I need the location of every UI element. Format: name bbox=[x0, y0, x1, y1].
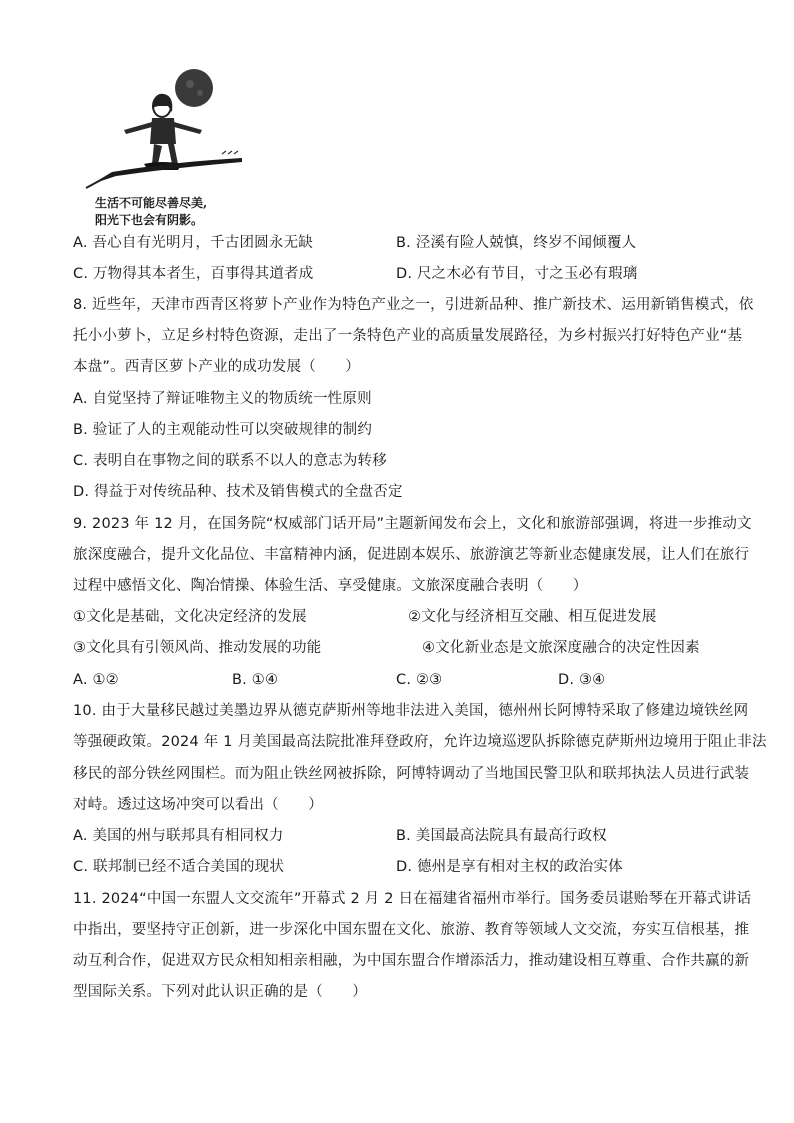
q9-item-2: ②文化与经济相互交融、相互促进发展 bbox=[408, 609, 657, 625]
q10-option-c: C. 联邦制已经不适合美国的现状 bbox=[73, 859, 285, 875]
q8-option-d: D. 得益于对传统品种、技术及销售模式的全盘否定 bbox=[73, 484, 403, 500]
q9-item-3: ③文化具有引领风尚、推动发展的功能 bbox=[73, 640, 322, 656]
q9-item-1: ①文化是基础，文化决定经济的发展 bbox=[73, 609, 307, 625]
q11-stem-line2: 中指出，要坚持守正创新，进一步深化中国东盟在文化、旅游、教育等领域人文交流，夯实互信根基，推 bbox=[73, 922, 750, 938]
q9-option-c: C. ②③ bbox=[396, 672, 443, 688]
q8-stem-line1: 8. 近些年，天津市西青区将萝卜产业作为特色产业之一，引进新品种、推广新技术、运用新销售模式，依 bbox=[73, 297, 754, 313]
q11-stem-line1: 11. 2024“中国一东盟人文交流年”开幕式 2 月 2 日在福建省福州市举行。国务委员谌贻琴在开幕式讲话 bbox=[73, 891, 752, 907]
cartoon-caption-line1: 生活不可能尽善尽美, bbox=[95, 196, 208, 210]
q9-option-d: D. ③④ bbox=[558, 672, 606, 688]
q8-stem-line3: 本盘”。西青区萝卜产业的成功发展（ ） bbox=[73, 359, 361, 375]
q7-option-c: C. 万物得其本者生，百事得其道者成 bbox=[73, 266, 314, 282]
q10-stem-line2: 等强硬政策。2024 年 1 月美国最高法院批准拜登政府，允许边境巡逻队拆除德克萨斯州边境用于阻止非法 bbox=[73, 734, 767, 750]
q9-stem-line1: 9. 2023 年 12 月，在国务院“权威部门话开局”主题新闻发布会上，文化和旅游部强调，将进一步推动文 bbox=[73, 516, 752, 532]
q9-item-4: ④文化新业态是文旅深度融合的决定性因素 bbox=[422, 640, 700, 656]
q9-stem-line2: 旅深度融合，提升文化品位、丰富精神内涵，促进剧本娱乐、旅游演艺等新业态健康发展，让人们在旅行 bbox=[73, 547, 750, 563]
cartoon-drawing bbox=[82, 66, 252, 191]
q8-option-a: A. 自觉坚持了辩证唯物主义的物质统一性原则 bbox=[73, 391, 372, 407]
q10-stem-line3: 移民的部分铁丝网围栏。而为阻止铁丝网被拆除，阿博特调动了当地国民警卫队和联邦执法人员进行武装 bbox=[73, 766, 750, 782]
q8-stem-line2: 托小小萝卜，立足乡村特色资源，走出了一条特色产业的高质量发展路径，为乡村振兴打好特色产业“基 bbox=[73, 328, 743, 344]
q7-option-a: A. 吾心自有光明月，千古团圆永无缺 bbox=[73, 235, 313, 251]
q10-option-d: D. 德州是享有相对主权的政治实体 bbox=[396, 859, 623, 875]
q11-stem-line3: 动互利合作，促进双方民众相知相亲相融，为中国东盟合作增添活力，推动建设相互尊重、合作共赢的新 bbox=[73, 953, 750, 969]
q7-option-d: D. 尺之木必有节目，寸之玉必有瑕璃 bbox=[396, 266, 638, 282]
q9-option-b: B. ①④ bbox=[232, 672, 279, 688]
cartoon-caption-line2: 阳光下也会有阴影。 bbox=[95, 213, 204, 227]
q8-option-b: B. 验证了人的主观能动性可以突破规律的制约 bbox=[73, 422, 373, 438]
q10-option-a: A. 美国的州与联邦具有相同权力 bbox=[73, 828, 284, 844]
q8-option-c: C. 表明自在事物之间的联系不以人的意志为转移 bbox=[73, 453, 387, 469]
q9-stem-line3: 过程中感悟文化、陶冶情操、体验生活、享受健康。文旅深度融合表明（ ） bbox=[73, 578, 588, 594]
q9-option-a: A. ①② bbox=[73, 672, 119, 688]
q7-option-b: B. 泾溪有险人兢慎，终岁不闻倾覆人 bbox=[396, 235, 637, 251]
q10-stem-line4: 对峙。透过这场冲突可以看出（ ） bbox=[73, 797, 323, 813]
q10-option-b: B. 美国最高法院具有最高行政权 bbox=[396, 828, 607, 844]
q11-stem-line4: 型国际关系。下列对此认识正确的是（ ） bbox=[73, 984, 367, 1000]
q10-stem-line1: 10. 由于大量移民越过美墨边界从德克萨斯州等地非法进入美国，德州州长阿博特采取了修建边境铁丝网 bbox=[73, 703, 749, 719]
